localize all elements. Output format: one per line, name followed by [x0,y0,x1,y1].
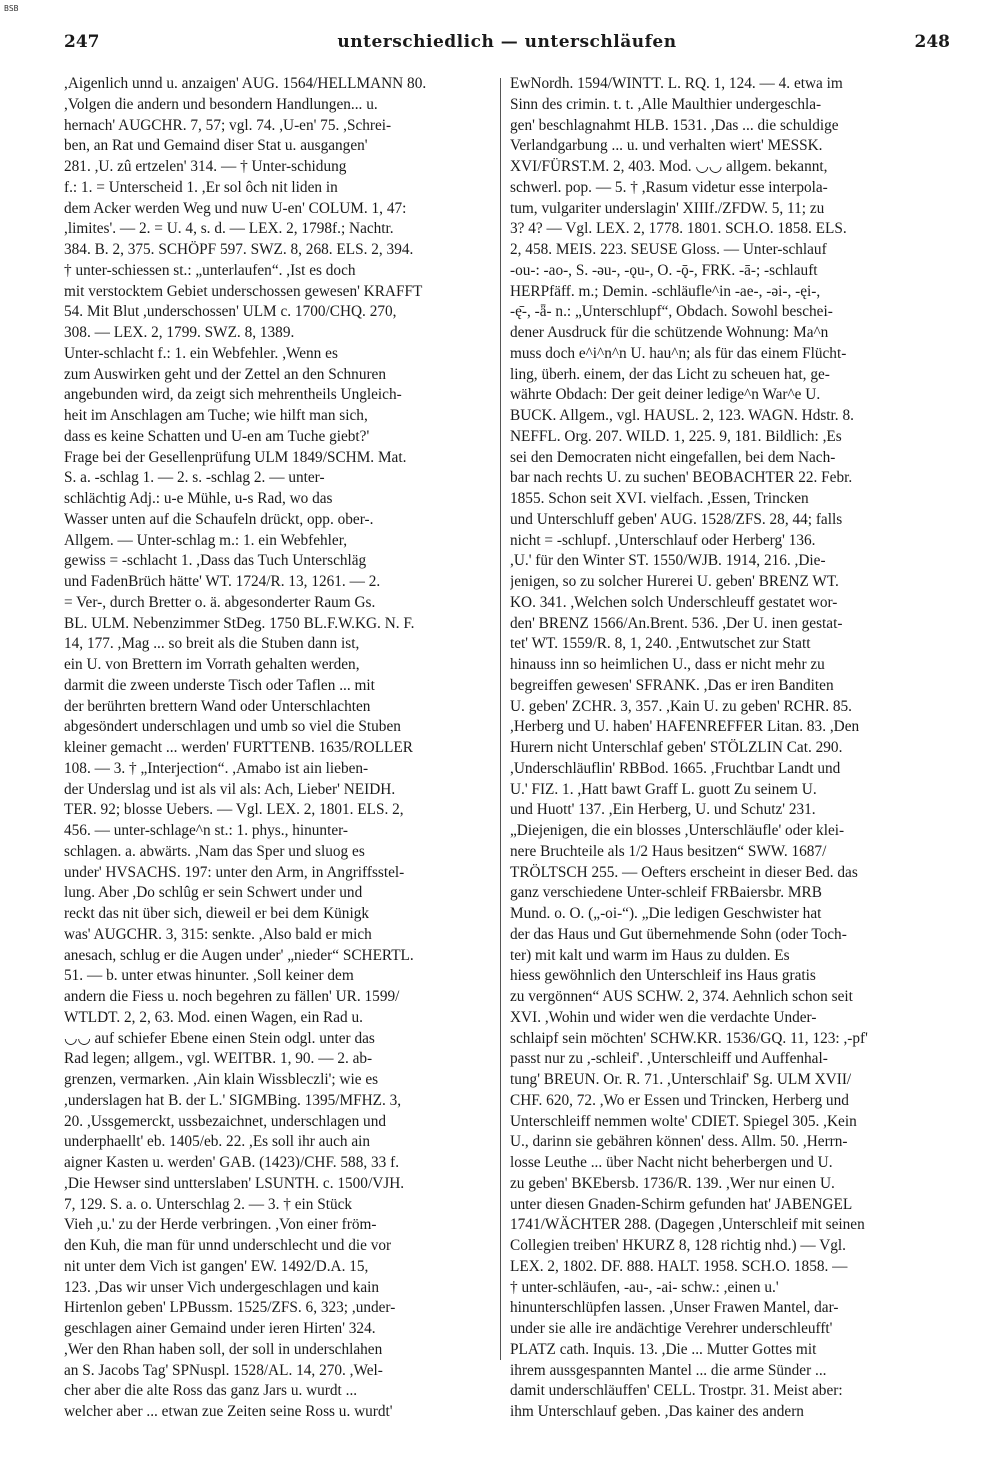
text-line: underphaellt' eb. 1405/eb. 22. ,Es soll ihr auch ain [64,1133,371,1151]
text-line: 281. ,U. zû ertzelen' 314. — † Unter-schidung [64,158,347,175]
text-line: ganz verschiedene Unter-schleif FRBaiersbr. MRB [510,884,822,902]
text-line: Frage bei der Gesellenprüfung ULM 1849/SCHM. Mat. [64,448,407,466]
text-line: ,limites'. — 2. = U. 4, s. d. — LEX. 2, 1798f.; Nachtr. [64,220,394,238]
text-line: zu vergönnen“ AUS SCHW. 2, 374. Aehnlich schon seit [510,988,853,1005]
text-line: ihm Unterschlauf geben. ,Das kainer des andern [510,1403,804,1420]
text-line: 14, 177. ,Mag ... so breit als die Stuben dann ist, [64,635,360,653]
page-header [64,32,950,62]
text-line: sei den Democraten nicht eingefallen, bei dem Nach- [510,448,836,466]
text-line: ,Volgen die andern und besondern Handlungen... u. [64,95,378,113]
page-number-left: 247 [64,32,100,52]
text-line: reckt das nit über sich, dieweil er bei dem Künigk [64,905,369,922]
text-line: EwNordh. 1594/WINTT. L. RQ. 1, 124. — 4. etwa im [510,75,843,92]
text-line: Collegien treiben' HKURZ 8, 128 richtig nhd.) — Vgl. [510,1237,846,1254]
text-line: ter) mit kalt und warm im Haus zu dulden. Es [510,946,790,964]
text-line: Verlandgarbung ... u. und verhalten wiert' MESSK. [510,137,823,155]
left-column [64,74,492,1423]
text-line: Sinn des crimin. t. t. ,Alle Maulthier undergeschla- [510,95,822,113]
text-line: Unter-schlacht f.: 1. ein Webfehler. ,Wenn es [64,344,338,362]
text-line: mit verstocktem Gebiet underschossen gewesen' KRAFFT [64,282,423,300]
text-line: „Diejenigen, die ein blosses ,Unterschläufle' oder klei- [510,822,845,839]
text-line: 20. ,Ussgemerckt, ussbezaichnet, underschlagen und [64,1112,386,1130]
text-line: kleiner gemacht ... werden' FURTTENB. 1635/ROLLER [64,739,413,756]
text-line: = Ver-, durch Bretter o. ä. abgesonderter Raum Gs. [64,593,376,611]
text-line: ihrem aussgespannten Mantel ... die arme Sünder ... [510,1361,827,1379]
text-line: tung' BREUN. Or. R. 71. ,Unterschlaif' Sg. ULM XVII/ [510,1071,852,1088]
text-line: 1855. Schon seit XVI. vielfach. ,Essen, Trincken [510,490,809,507]
text-line: bar nach rechts U. zu suchen' BEOBACHTER 22. Febr. [510,469,853,487]
text-line: an S. Jacobs Tag' SPNuspl. 1528/AL. 14, 270. ,Wel- [64,1361,383,1379]
text-line: tum, vulgariter underslagin' XIIIf./ZFDW. 5, 11; zu [510,199,825,217]
text-line: -ou-: -ao-, S. -əu-, -ǫu-, O. -ǭ-, FRK. -ā-; -schlauft [510,261,818,279]
text-line: ling, überh. einem, der das Licht zu scheuen hat, ge- [510,365,830,383]
library-stamp: BSB [4,4,19,13]
text-line: cher aber die alte Ross das ganz Jars u. wurdt ... [64,1382,358,1400]
text-line: ,underslagen hat B. der L.' SIGMBing. 1395/MFHZ. 3, [64,1091,402,1109]
text-line: ,Herberg und U. haben' HAFENREFFER Litan. 83. ,Den [510,718,860,736]
text-line: 384. B. 2, 375. SCHÖPF 597. SWZ. 8, 268. ELS. 2, 394. [64,241,414,258]
text-line: BUCK. Allgem., vgl. HAUSL. 2, 123. WAGN. Hdstr. 8. [510,407,854,424]
text-line: nicht = -schlupf. ,Unterschlauf oder Herberg' 136. [510,531,816,549]
text-line: schlächtig Adj.: u-e Mühle, u-s Rad, wo das [64,490,333,507]
text-line: -ę̄-, -ǟ- n.: „Unterschlupf“, Obdach. Sowohl beschei- [510,303,833,321]
text-line: BL. ULM. Nebenzimmer StDeg. 1750 BL.F.W.KG. N. F. [64,614,415,632]
text-line: 3? 4? — Vgl. LEX. 2, 1778. 1801. SCH.O. 1858. ELS. [510,220,847,238]
text-line: CHF. 620, 72. ,Wo er Essen und Trincken, Herberg und [510,1091,849,1109]
page-number-right: 248 [914,32,950,52]
text-line: 308. — LEX. 2, 1799. SWZ. 8, 1389. [64,324,295,341]
text-line: begreiffen gewesen' SFRANK. ,Das er iren Banditen [510,676,834,694]
text-line: Hurern nicht Unterschlaf geben' STÖLZLIN Cat. 290. [510,739,843,756]
text-line: KO. 341. ,Welchen solch Underschleuff gestatet wor- [510,593,838,611]
text-line: hernach' AUGCHR. 7, 57; vgl. 74. ,U-en' 75. ,Schrei- [64,116,392,134]
text-line: † unter-schläufen, -au-, -ai- schw.: ,einen u.' [510,1278,779,1296]
text-line: hiess gewöhnlich den Unterschleif ins Haus gratis [510,967,816,985]
text-line: währte Obdach: Der geit deiner ledige^n War^e U. [510,386,821,404]
text-line: und Unterschluff geben' AUG. 1528/ZFS. 28, 44; falls [510,510,843,528]
text-line: gewiss = -schlacht 1. ,Dass das Tuch Unterschläg [64,552,367,570]
text-line: 1741/WÄCHTER 288. (Dagegen ,Unterschleif mit seinen [510,1216,865,1234]
text-line: andern die Fiess u. noch begehren zu fällen' UR. 1599/ [64,988,400,1005]
text-line: ,Wer den Rhan haben soll, der soll in underschlahen [64,1340,383,1358]
text-line: darmit die zween underste Tisch oder Taflen ... mit [64,676,375,694]
text-line: den Kuh, die man für unnd underschlecht und die vor [64,1237,392,1254]
text-line: WTLDT. 2, 2, 63. Mod. einen Wagen, ein Rad u. [64,1008,363,1026]
text-line: XVI/FÜRST.M. 2, 403. Mod. ◡◡ allgem. bekannt, [510,158,828,175]
text-line: 51. — b. unter etwas hinunter. ,Soll keiner dem [64,967,354,985]
text-line: dem Acker werden Weg und nuw U-en' COLUM. 1, 47: [64,199,407,217]
text-line: angebunden wird, da zeigt sich mehrentheils Ungleich- [64,386,402,404]
text-line: LEX. 2, 1802. DF. 888. HALT. 1958. SCH.O. 1858. — [510,1257,848,1275]
text-line: passt nur zu ,-schleif'. ,Unterschleiff und Auffenhal- [510,1050,828,1068]
text-line: nere Bruchteile als 1/2 Haus besitzen“ SWW. 1687/ [510,842,827,860]
text-line: PLATZ cath. Inquis. 13. ,Die ... Mutter Gottes mit [510,1340,817,1358]
text-line: losse Leuthe ... über Nacht nicht beherbergen und U. [510,1154,833,1171]
text-line: ◡◡ auf schiefer Ebene einen Stein odgl. unter das [64,1029,375,1047]
text-line: 2, 458. MEIS. 223. SEUSE Gloss. — Unter-schlauf [510,241,827,258]
text-line: HERPfäff. m.; Demin. -schläufle^in -ae-, -əi-, -ęi-, [510,282,821,300]
text-line: abgesöndert underschlagen und umb so viel die Stuben [64,718,401,736]
text-line: Rad legen; allgem., vgl. WEITBR. 1, 90. — 2. ab- [64,1050,373,1068]
text-line: TER. 92; blosse Uebers. — Vgl. LEX. 2, 1801. ELS. 2, [64,801,404,819]
text-line: muss doch e^i^n^n U. hau^n; als für das einem Flücht- [510,344,847,362]
text-line: der das Haus und Gut übernehmende Sohn (oder Toch- [510,925,847,943]
text-line: unter diesen Gnaden-Schirm gefunden hat' JABENGEL [510,1195,853,1213]
text-line: damit underschläuffen' CELL. Trostpr. 31. Meist aber: [510,1382,843,1400]
text-line: lung. Aber ,Do schlûg er sein Schwert under und [64,884,363,902]
text-line: grenzen, vermarken. ,Ain klain Wissbleczli'; wie es [64,1071,379,1088]
text-line: jenigen, so zu solcher Hurerei U. geben' BRENZ WT. [510,573,839,590]
text-line: under' HVSACHS. 197: unter den Arm, in Angriffsstel- [64,863,405,881]
text-line: U., darinn sie gebähren können' dess. Allm. 50. ,Herrn- [510,1133,848,1151]
text-line: f.: 1. = Unterscheid 1. ,Er sol ôch nit liden in [64,178,338,196]
text-line: gen' beschlagnahmt HLB. 1531. ,Das ... die schuldige [510,116,839,134]
text-line: dass es keine Schatten und U-en am Tuche giebt?' [64,427,370,445]
text-line: Mund. o. O. („-oi-“). „Die ledigen Geschwister hat [510,905,822,922]
text-line: schlaipf sein möchten' SCHW.KR. 1536/GQ. 11, 123: ,-pf' [510,1029,868,1047]
text-line: 7, 129. S. a. o. Unterschlag 2. — 3. † ein Stück [64,1195,353,1213]
text-line: geschlagen ainer Gemaind under ieren Hirten' 324. [64,1320,376,1337]
text-line: XVI. ,Wohin und wider wen die verdachte Under- [510,1008,817,1026]
text-line: tet' WT. 1559/R. 8, 1, 240. ,Entwutschet zur Statt [510,635,811,653]
text-line: den' BRENZ 1566/An.Brent. 536. ,Der U. inen gestat- [510,614,843,632]
text-line: zu geben' BKEbersb. 1736/R. 139. ,Wer nur einen U. [510,1174,835,1192]
text-line: NEFFL. Org. 207. WILD. 1, 225. 9, 181. Bildlich: ,Es [510,427,842,445]
text-line: anesach, schlug er die Augen under' „nieder“ SCHERTL. [64,946,414,964]
text-line: ein U. von Brettern im Vorrath gehalten werden, [64,656,360,673]
text-line: U.' FIZ. 1. ,Hatt bawt Graff L. guott Zu seinem U. [510,780,817,798]
text-line: nit unter dem Vich ist gangen' EW. 1492/D.A. 15, [64,1257,369,1275]
text-line: heit im Anschlagen am Tuche; wie hilft man sich, [64,407,368,424]
text-line: und FadenBrüch hätte' WT. 1724/R. 13, 1261. — 2. [64,573,381,590]
text-line: 108. — 3. † „Interjection“. ,Amabo ist ain lieben- [64,759,369,777]
right-column [510,74,938,1423]
text-line: 456. — unter-schlage^n st.: 1. phys., hinunter- [64,822,348,839]
text-line: schwerl. pop. — 5. † ,Rasum videtur esse interpola- [510,178,828,196]
text-line: under sie alle ire andächtige Verehrer underschleufft' [510,1320,833,1337]
text-line: TRÖLTSCH 255. — Oefters erscheint in dieser Bed. das [510,863,858,881]
text-line: Hirtenlon geben' LPBussm. 1525/ZFS. 6, 323; ,under- [64,1299,396,1317]
text-line: schlagen. a. abwärts. ,Nam das Sper und sluog es [64,842,365,860]
text-line: zum Auswirken geht und der Zettel an den Schnuren [64,365,386,383]
text-line: S. a. -schlag 1. — 2. s. -schlag 2. — unter- [64,469,325,487]
text-line: Wasser unten auf die Schaufeln drückt, opp. ober-. [64,510,374,528]
column-divider [500,78,501,1360]
text-line: ,Underschläuflin' RBBod. 1665. ,Fruchtbar Landt und [510,759,841,777]
text-line: † unter-schiessen st.: „unterlaufen“. ,Ist es doch [64,261,356,279]
text-line: hinauss inn so heimlichen U., dass er nicht mehr zu [510,656,825,673]
text-line: ben, an Rat und Gemaind diser Stat u. ausgangen' [64,137,368,155]
text-line: Allgem. — Unter-schlag m.: 1. ein Webfehler, [64,531,348,549]
text-line: 123. ,Das wir unser Vich undergeschlagen und kain [64,1278,380,1296]
text-line: Unterschleiff nemmen wolte' CDIET. Spiegel 305. ,Kein [510,1112,857,1130]
text-line: was' AUGCHR. 3, 315: senkte. ,Also bald er mich [64,925,372,943]
text-line: 54. Mit Blut ,underschossen' ULM c. 1700/CHQ. 270, [64,303,397,321]
text-line: dener Ausdruck für die schützende Wohnung: Ma^n [510,324,829,341]
text-line: der berührten brettern Wand oder Unterschlachten [64,697,371,715]
text-line: und Huott' 137. ,Ein Herberg, U. und Schutz' 231. [510,801,816,819]
running-head: unterschiedlich — unterschläufen [337,32,677,52]
text-line: Vieh ,u.' zu der Herde verbringen. ,Von einer fröm- [64,1216,377,1234]
text-line: welcher aber ... etwan zue Zeiten seine Ross u. wurdt' [64,1403,393,1420]
text-line: ,U.' für den Winter ST. 1550/WJB. 1914, 216. ,Die- [510,552,826,570]
text-line: aigner Kasten u. werden' GAB. (1423)/CHF. 588, 33 f. [64,1154,400,1171]
text-line: U. geben' ZCHR. 3, 357. ,Kain U. zu geben' RCHR. 85. [510,697,853,715]
text-line: ,Aigenlich unnd u. anzaigen' AUG. 1564/HELLMANN 80. [64,75,427,92]
text-line: hinunterschlüpfen lassen. ,Unser Frawen Mantel, dar- [510,1299,839,1317]
text-line: ,Die Hewser sind untterslaben' LSUNTH. c. 1500/VJH. [64,1174,405,1192]
text-line: der Underslag und ist als vil als: Ach, Lieber' NEIDH. [64,780,396,798]
